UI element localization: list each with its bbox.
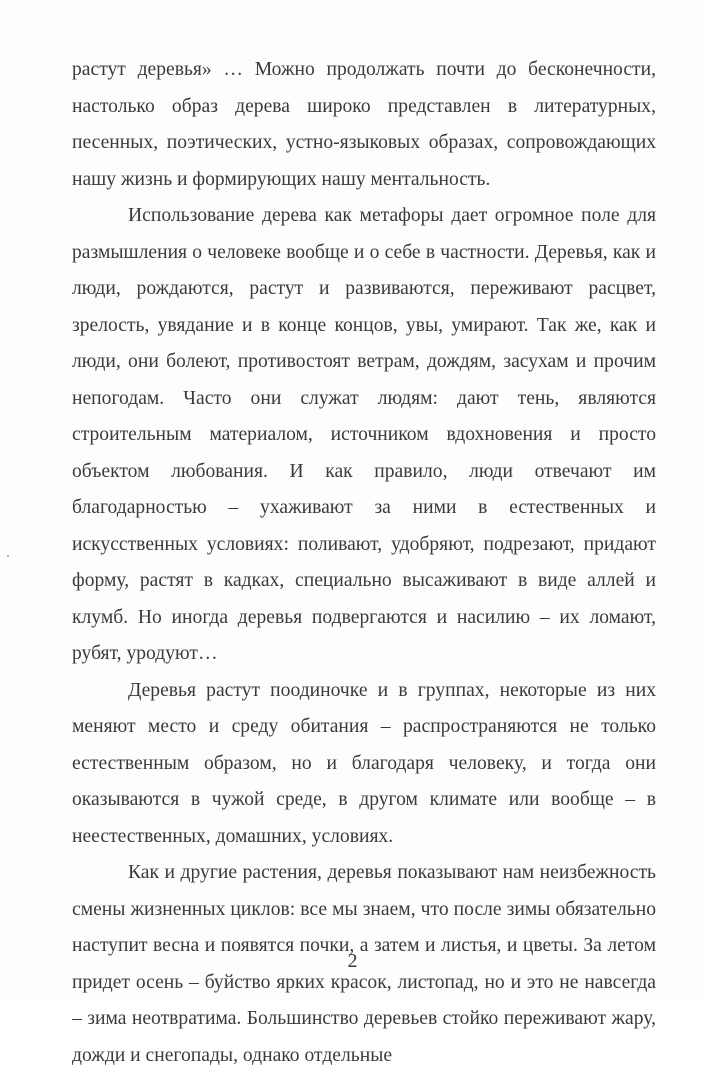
paragraph-1: растут деревья» … Можно продолжать почти до бесконечности, настолько образ дерева широко представлен в литературных, песенных, поэтических, устно-языковых образах, сопровождающих нашу жизнь и формирующих нашу ментальность. xyxy=(72,59,656,190)
body-text xyxy=(72,52,656,1074)
paragraph-3: Деревья растут поодиночке и в группах, некоторые из них меняют место и среду обитания – распространяются не только естественным образом, но и благодаря человеку, и тогда они оказываются в чужой среде, в другом климате или вообще – в неестественных, домашних, условиях. xyxy=(72,679,656,847)
margin-speck xyxy=(7,555,9,557)
paragraph-2: Использование дерева как метафоры дает огромное поле для размышления о человеке вообще и о себе в частности. Деревья, как и люди, рождаются, растут и развиваются, переживают расцвет, зрелость, увядание и в конце концов, увы, умирают. Так же, как и люди, они болеют, противостоят ветрам, дождям, засухам и прочим непогодам. Часто они служат людям: дают тень, являются строительным материалом, источником вдохновения и просто объектом любования. И как правило, люди отвечают им благодарностью – ухаживают за ними в естественных и искусственных условиях: поливают, удобряют, подрезают, придают форму, растят в кадках, специально высаживают в виде аллей и клумб. Но иногда деревья подвергаются и насилию – их ломают, рубят, уродуют… xyxy=(72,205,656,664)
page-number: 2 xyxy=(347,950,358,972)
paragraph-4: Как и другие растения, деревья показывают нам неизбежность смены жизненных циклов: все мы знаем, что после зимы обязательно наступит весна и появятся почки, а затем и листья, и цветы. За летом придет осень – буйство ярких красок, листопад, но и это не навсегда – зима неотвратима. Большинство деревьев стойко переживают жару, дожди и снегопады, однако отдельные xyxy=(72,862,656,1066)
